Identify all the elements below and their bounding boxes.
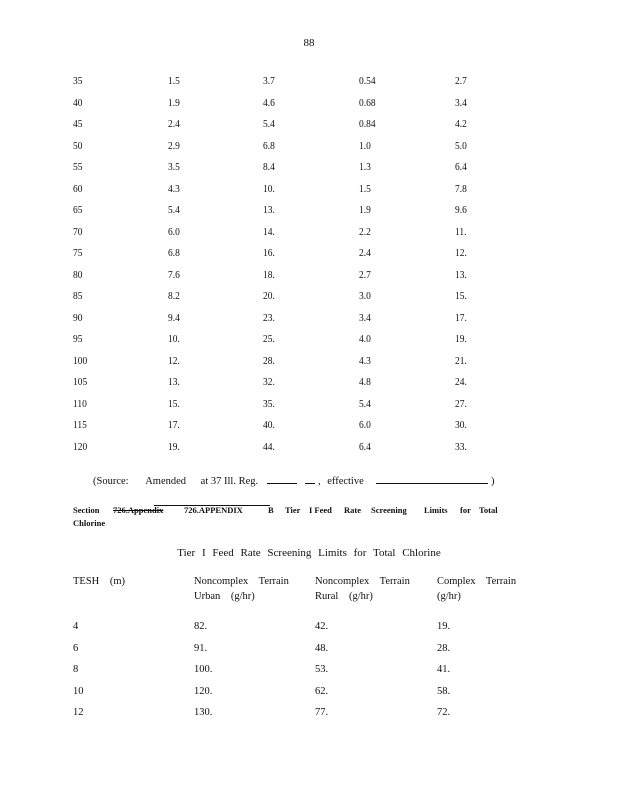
table-cell: 5.4 xyxy=(263,119,275,130)
table-cell: 1.3 xyxy=(359,162,371,173)
table-row xyxy=(0,420,618,442)
table-cell: 11. xyxy=(455,226,467,238)
table-cell: 4.2 xyxy=(455,119,467,130)
table-cell: 90 xyxy=(73,312,83,324)
header-line: (g/hr) xyxy=(437,591,461,602)
table-cell: 19. xyxy=(168,441,180,453)
heading-for: for xyxy=(460,505,471,515)
header-noncomplex-rural xyxy=(315,574,410,604)
header-tesh xyxy=(73,574,125,589)
table-cell: 30. xyxy=(455,420,467,431)
heading-rate: Rate xyxy=(344,505,361,515)
table-cell: 130. xyxy=(194,707,213,718)
table-cell: 12 xyxy=(73,707,84,718)
table-cell: 115 xyxy=(73,420,87,431)
table-cell: 19. xyxy=(437,621,451,632)
heading-feed: I Feed xyxy=(309,505,332,515)
table-cell: 5.0 xyxy=(455,140,467,152)
table-cell: 2.4 xyxy=(359,248,371,259)
table-cell: 28. xyxy=(263,355,275,367)
heading-tier: Tier xyxy=(285,505,301,515)
table-cell: 18. xyxy=(263,269,275,281)
table-cell: 7.6 xyxy=(168,269,180,281)
table-cell: 91. xyxy=(194,642,208,654)
table-cell: 82. xyxy=(194,621,208,632)
table-row xyxy=(0,98,618,120)
table-cell: 44. xyxy=(263,441,275,453)
table-cell: 60 xyxy=(73,183,83,195)
source-open: (Source: xyxy=(93,476,129,487)
table-title: Tier I Feed Rate Screening Limits for Total Chlorine xyxy=(177,547,441,559)
appendix-letter: B xyxy=(268,505,274,515)
table-cell: 110 xyxy=(73,398,87,410)
table-cell: 85 xyxy=(73,291,83,302)
table-row xyxy=(0,707,618,729)
source-close: ) xyxy=(491,476,495,487)
page-number: 88 xyxy=(303,37,315,49)
tier-one-chlorine-table xyxy=(0,621,618,729)
table-cell: 40 xyxy=(73,97,83,109)
table-cell: 4.8 xyxy=(359,377,371,388)
table-row xyxy=(0,621,618,643)
source-note xyxy=(93,474,495,487)
table-cell: 9.6 xyxy=(455,205,467,216)
table-cell: 10 xyxy=(73,685,84,697)
source-amended: Amended xyxy=(145,476,187,487)
table-cell: 40. xyxy=(263,420,275,431)
table-cell: 1.9 xyxy=(359,205,371,216)
table-cell: 35 xyxy=(73,76,83,87)
section-word: Section xyxy=(73,505,100,515)
table-cell: 95 xyxy=(73,334,83,345)
table-cell: 2.2 xyxy=(359,226,371,238)
table-cell: 3.4 xyxy=(455,97,467,109)
table-cell: 62. xyxy=(315,685,329,697)
table-cell: 14. xyxy=(263,226,275,238)
table-row xyxy=(0,76,618,98)
table-cell: 24. xyxy=(455,377,467,388)
inserted-appendix-ref: 726.APPENDIX xyxy=(184,505,243,515)
table-cell: 4 xyxy=(73,621,79,632)
table-row xyxy=(0,334,618,356)
source-register: at 37 Ill. Reg. xyxy=(200,476,259,487)
table-cell: 8 xyxy=(73,664,79,675)
table-cell: 1.5 xyxy=(168,76,180,87)
table-cell: 13. xyxy=(168,377,180,388)
table-cell: 4.3 xyxy=(359,355,371,367)
table-cell: 41. xyxy=(437,664,451,675)
table-cell: 17. xyxy=(455,312,467,324)
table-cell: 120. xyxy=(194,685,213,697)
table-row xyxy=(0,356,618,378)
table-cell: 6.4 xyxy=(455,162,467,173)
heading-chlorine: Chlorine xyxy=(73,518,106,528)
table-row xyxy=(0,119,618,141)
table-row xyxy=(0,141,618,163)
table-cell: 19. xyxy=(455,334,467,345)
table-cell: 20. xyxy=(263,291,275,302)
table-cell: 70 xyxy=(73,226,83,238)
table-cell: 3.4 xyxy=(359,312,371,324)
table-cell: 2.9 xyxy=(168,140,180,152)
table-cell: 6.0 xyxy=(359,420,371,431)
screening-limits-table-continued xyxy=(0,76,618,463)
table-row xyxy=(0,205,618,227)
table-cell: 2.7 xyxy=(455,76,467,87)
header-line: TESH (m) xyxy=(73,576,126,587)
deleted-appendix-ref: 726.Appendix xyxy=(113,505,164,515)
heading-limits: Limits xyxy=(424,505,448,515)
table-cell: 5.4 xyxy=(359,398,371,410)
table-cell: 3.5 xyxy=(168,162,180,173)
table-cell: 4.0 xyxy=(359,334,371,345)
table-cell: 48. xyxy=(315,642,329,654)
table-row xyxy=(0,399,618,421)
table-row xyxy=(0,643,618,665)
heading-screening: Screening xyxy=(371,505,407,515)
table-cell: 13. xyxy=(455,269,467,281)
table-cell: 7.8 xyxy=(455,183,467,195)
table-cell: 9.4 xyxy=(168,312,180,324)
table-cell: 77. xyxy=(315,707,329,718)
table-cell: 6.4 xyxy=(359,441,371,453)
register-sep-blank xyxy=(305,474,315,484)
table-cell: 100 xyxy=(73,355,88,367)
table-cell: 33. xyxy=(455,441,467,453)
table-cell: 4.6 xyxy=(263,97,275,109)
table-cell: 2.4 xyxy=(168,119,180,130)
table-cell: 12. xyxy=(455,248,467,259)
table-cell: 2.7 xyxy=(359,269,371,281)
table-row xyxy=(0,248,618,270)
table-cell: 100. xyxy=(194,664,213,675)
table-cell: 1.5 xyxy=(359,183,371,195)
table-row xyxy=(0,184,618,206)
table-row xyxy=(0,664,618,686)
effective-date-blank xyxy=(376,474,488,484)
table-cell: 58. xyxy=(437,685,451,697)
table-cell: 10. xyxy=(168,334,180,345)
table-cell: 35. xyxy=(263,398,275,410)
table-cell: 53. xyxy=(315,664,329,675)
table-cell: 42. xyxy=(315,621,329,632)
table-cell: 1.9 xyxy=(168,97,180,109)
table-cell: 6.8 xyxy=(263,140,275,152)
table-cell: 55 xyxy=(73,162,83,173)
table-row xyxy=(0,686,618,708)
table-cell: 72. xyxy=(437,707,451,718)
table-cell: 6 xyxy=(73,642,79,654)
table-cell: 32. xyxy=(263,377,275,388)
source-sep: , xyxy=(317,476,321,487)
table-cell: 80 xyxy=(73,269,83,281)
table-cell: 21. xyxy=(455,355,467,367)
table-row xyxy=(0,442,618,464)
table-cell: 65 xyxy=(73,205,83,216)
table-row xyxy=(0,291,618,313)
table-cell: 28. xyxy=(437,642,451,654)
table-cell: 8.2 xyxy=(168,291,180,302)
table-cell: 0.84 xyxy=(359,119,376,130)
table-cell: 6.0 xyxy=(168,226,180,238)
header-line: Noncomplex Terrain xyxy=(194,576,289,587)
table-row xyxy=(0,227,618,249)
table-cell: 15. xyxy=(455,291,467,302)
table-cell: 75 xyxy=(73,248,83,259)
table-cell: 27. xyxy=(455,398,467,410)
header-line: Noncomplex Terrain xyxy=(315,576,410,587)
table-row xyxy=(0,162,618,184)
table-cell: 1.0 xyxy=(359,140,371,152)
header-line: Rural (g/hr) xyxy=(315,591,373,602)
source-effective: effective xyxy=(327,476,364,487)
header-noncomplex-urban xyxy=(194,574,289,604)
heading-total: Total xyxy=(479,505,498,515)
table-cell: 25. xyxy=(263,334,275,345)
header-complex xyxy=(437,574,516,604)
table-cell: 50 xyxy=(73,140,83,152)
header-line: Complex Terrain xyxy=(437,576,517,587)
table-cell: 3.7 xyxy=(263,76,275,87)
table-cell: 17. xyxy=(168,420,180,431)
table-cell: 12. xyxy=(168,355,180,367)
table-cell: 4.3 xyxy=(168,183,180,195)
table-cell: 15. xyxy=(168,398,180,410)
table-cell: 3.0 xyxy=(359,291,371,302)
table-row xyxy=(0,377,618,399)
table-cell: 6.8 xyxy=(168,248,180,259)
table-cell: 105 xyxy=(73,377,88,388)
table-cell: 0.54 xyxy=(359,76,376,87)
table-cell: 45 xyxy=(73,119,83,130)
table-cell: 16. xyxy=(263,248,275,259)
table-row xyxy=(0,270,618,292)
table-row xyxy=(0,313,618,335)
table-cell: 13. xyxy=(263,205,275,216)
table-cell: 23. xyxy=(263,312,275,324)
table-cell: 120 xyxy=(73,441,88,453)
table-cell: 0.68 xyxy=(359,97,376,109)
header-line: Urban (g/hr) xyxy=(194,591,255,602)
table-cell: 8.4 xyxy=(263,162,275,173)
register-page-blank xyxy=(267,474,297,484)
table-cell: 5.4 xyxy=(168,205,180,216)
table-cell: 10. xyxy=(263,183,275,195)
